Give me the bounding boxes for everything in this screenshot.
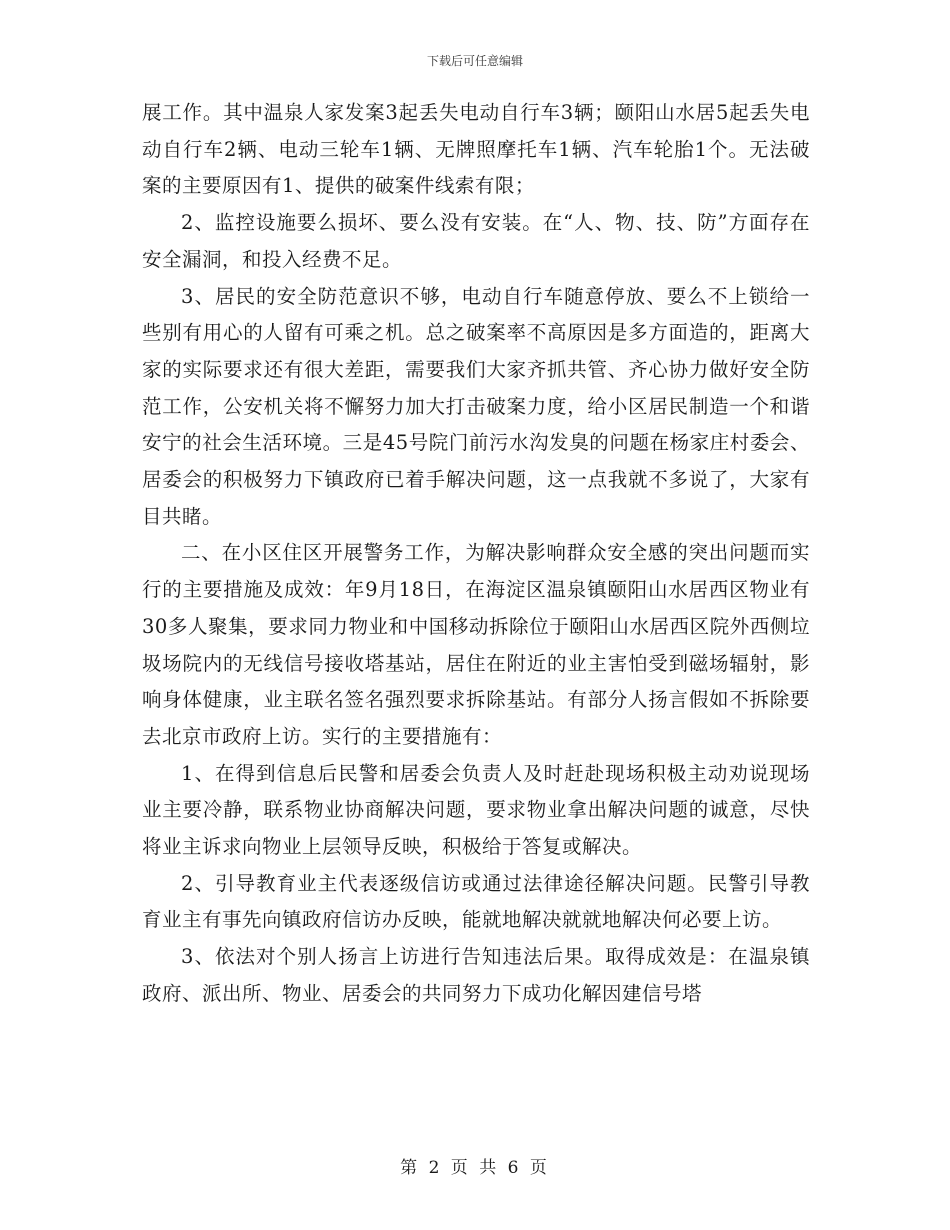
- page-header-note: 下载后可任意编辑: [426, 54, 523, 68]
- paragraph-measure-2: 2、引导教育业主代表逐级信访或通过法律途径解决问题。民警引导教育业主有事先向镇政府信访办反映，能就地解决就就地解决何必要上访。: [142, 871, 810, 932]
- document-body: [142, 95, 810, 1013]
- page-number: 第 2 页 共 6 页: [400, 1158, 550, 1178]
- paragraph-section-two: 二、在小区住区开展警务工作，为解决影响群众安全感的突出问题而实行的主要措施及成效：年9月18日，在海淀区温泉镇颐阳山水居西区物业有30多人聚集，要求同力物业和中国移动拆除位于颐阳山水居西区院外西侧垃圾场院内的无线信号接收塔基站，居住在附近的业主害怕受到磁场辐射，影响身体健康，业主联名签名强烈要求拆除基站。有部分人扬言假如不拆除要去北京市政府上访。实行的主要措施有：: [142, 541, 810, 748]
- paragraph-item-2: 2、监控设施要么损坏、要么没有安装。在“人、物、技、防”方面存在安全漏洞，和投入经费不足。: [142, 211, 810, 271]
- paragraph-item-3: 3、居民的安全防范意识不够，电动自行车随意停放、要么不上锁给一些别有用心的人留有可乘之机。总之破案率不高原因是多方面造的，距离大家的实际要求还有很大差距，需要我们大家齐抓共管、齐心协力做好安全防范工作，公安机关将不懈努力加大打击破案力度，给小区居民制造一个和谐安宁的社会生活环境。三是45号院门前污水沟发臭的问题在杨家庄村委会、居委会的积极努力下镇政府已着手解决问题，这一点我就不多说了，大家有目共睹。: [142, 284, 810, 528]
- paragraph-measure-3: 3、依法对个别人扬言上访进行告知违法后果。取得成效是：在温泉镇政府、派出所、物业、居委会的共同努力下成功化解因建信号塔: [142, 945, 810, 1005]
- paragraph-continuation: 展工作。其中温泉人家发案3起丢失电动自行车3辆；颐阳山水居5起丢失电动自行车2辆、电动三轮车1辆、无牌照摩托车1辆、汽车轮胎1个。无法破案的主要原因有1、提供的破案件线索有限；: [142, 101, 810, 198]
- paragraph-measure-1: 1、在得到信息后民警和居委会负责人及时赶赴现场积极主动劝说现场业主要冷静，联系物业协商解决问题，要求物业拿出解决问题的诚意，尽快将业主诉求向物业上层领导反映，积极给于答复或解决。: [142, 761, 810, 859]
